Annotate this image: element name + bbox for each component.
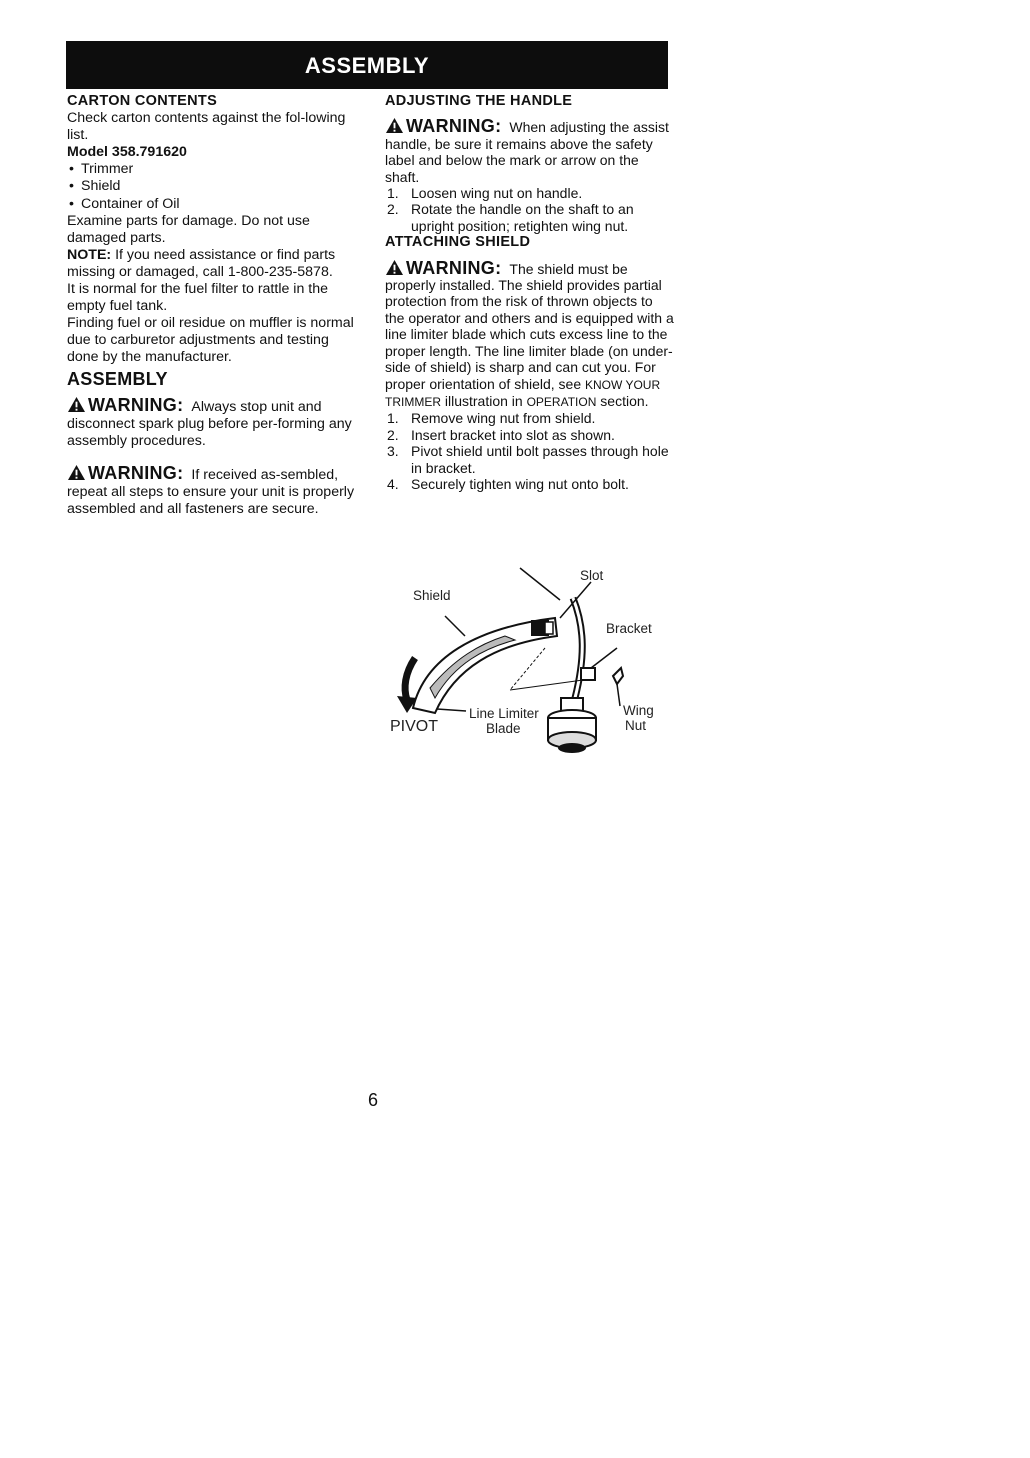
step-text: Insert bracket into slot as shown. [411, 426, 615, 443]
warning-triangle-icon [67, 464, 86, 481]
right-column [385, 93, 675, 492]
warning-text: Always stop unit and disconnect spark plug before per-forming any assembly procedures. [67, 398, 352, 449]
assembly-heading: ASSEMBLY [67, 368, 168, 389]
warning-block-2 [67, 462, 359, 518]
warning-text: The shield must be properly installed. The shield provides partial protection from the risk of thrown objects to the operator and others and is equipped with a line limiter blade which cuts excess line to the proper length. The line limiter blade (on under-side of shield) is sharp and can cut you. For proper orientation of shield, see [385, 260, 674, 392]
warning-block-1 [67, 394, 359, 450]
step-text: Rotate the handle on the shaft to an upright position; retighten wing nut. [411, 201, 634, 234]
step-number: 2. [387, 201, 399, 218]
blade-label: Blade [486, 721, 521, 736]
step-number: 3. [387, 443, 399, 460]
section-banner: ASSEMBLY [66, 41, 668, 89]
section-text: section. [596, 392, 649, 409]
bracket-part [581, 668, 595, 680]
warning-block-4 [385, 257, 675, 411]
model-label: Model 358.791620 [67, 144, 187, 161]
nut-label: Nut [625, 718, 647, 733]
fuel-filter-text: It is normal for the fuel filter to rattle in the empty fuel tank. [67, 281, 329, 315]
warning-text: If received as-sembled, repeat all steps to ensure your unit is properly assembled and all fasteners are secure. [67, 466, 355, 518]
left-column [67, 93, 359, 518]
note-label: NOTE: [67, 246, 112, 263]
carton-list [67, 161, 359, 212]
list-item: • Shield [67, 178, 359, 195]
list-item: • Trimmer [67, 161, 359, 178]
list-item [385, 443, 675, 476]
shield-assembly-diagram [385, 558, 675, 768]
bracket-label: Bracket [606, 621, 652, 636]
page-number: 6 [368, 1090, 379, 1110]
line-limiter-label: Line Limiter [469, 706, 539, 721]
wing-nut-part [613, 668, 623, 684]
shield-label: Shield [413, 588, 451, 603]
list-item [385, 185, 675, 201]
trimmer-head [548, 698, 596, 753]
adjusting-handle-heading: ADJUSTING THE HANDLE [385, 93, 573, 109]
step-text: Remove wing nut from shield. [411, 410, 596, 427]
finding-fuel-text: Finding fuel or oil residue on muffler is normal due to carburetor adjustments and testing done by the manufacturer. [67, 315, 354, 366]
carton-contents-heading: CARTON CONTENTS [67, 93, 218, 109]
list-item [385, 201, 675, 234]
warning-block-3 [385, 115, 675, 185]
list-item [385, 410, 675, 426]
shield-steps [385, 410, 675, 492]
step-number: 4. [387, 475, 399, 492]
warning-label: WARNING: [406, 116, 502, 137]
note-paragraph [67, 247, 359, 281]
warning-triangle-icon [385, 117, 404, 134]
slot-label: Slot [580, 568, 604, 583]
step-text: Loosen wing nut on handle. [411, 185, 583, 202]
operation-ref: OPERATION [526, 394, 597, 409]
shield-part [413, 618, 557, 713]
list-item: • Container of Oil [67, 196, 359, 213]
attaching-shield-heading: ATTACHING SHIELD [385, 234, 531, 251]
step-text: Securely tighten wing nut onto bolt. [411, 475, 629, 492]
warning-label: WARNING: [88, 394, 184, 415]
handle-steps [385, 185, 675, 234]
step-number: 1. [387, 410, 399, 427]
step-number: 1. [387, 185, 399, 202]
note-text: If you need assistance or find parts missing or damaged, call 1-800-235-5878. [67, 246, 336, 280]
list-item [385, 427, 675, 443]
know-your-trimmer-ref: KNOW YOUR TRIMMER [385, 377, 661, 409]
pivot-label: PIVOT [390, 718, 439, 735]
warning-label: WARNING: [406, 257, 502, 278]
illustration-in-text: illustration in [441, 392, 523, 409]
step-text: Pivot shield until bolt passes through hole in bracket. [411, 443, 669, 476]
list-item [385, 476, 675, 492]
wing-label: Wing [623, 703, 654, 718]
examine-text: Examine parts for damage. Do not use damaged parts. [67, 212, 310, 246]
warning-triangle-icon [67, 396, 86, 413]
step-number: 2. [387, 426, 399, 443]
warning-label: WARNING: [88, 462, 184, 483]
warning-text: When adjusting the assist handle, be sure it remains above the safety label and below the mark or arrow on the shaft. [385, 119, 669, 185]
warning-triangle-icon [385, 259, 404, 276]
carton-intro: Check carton contents against the fol-lowing list. [67, 110, 346, 144]
